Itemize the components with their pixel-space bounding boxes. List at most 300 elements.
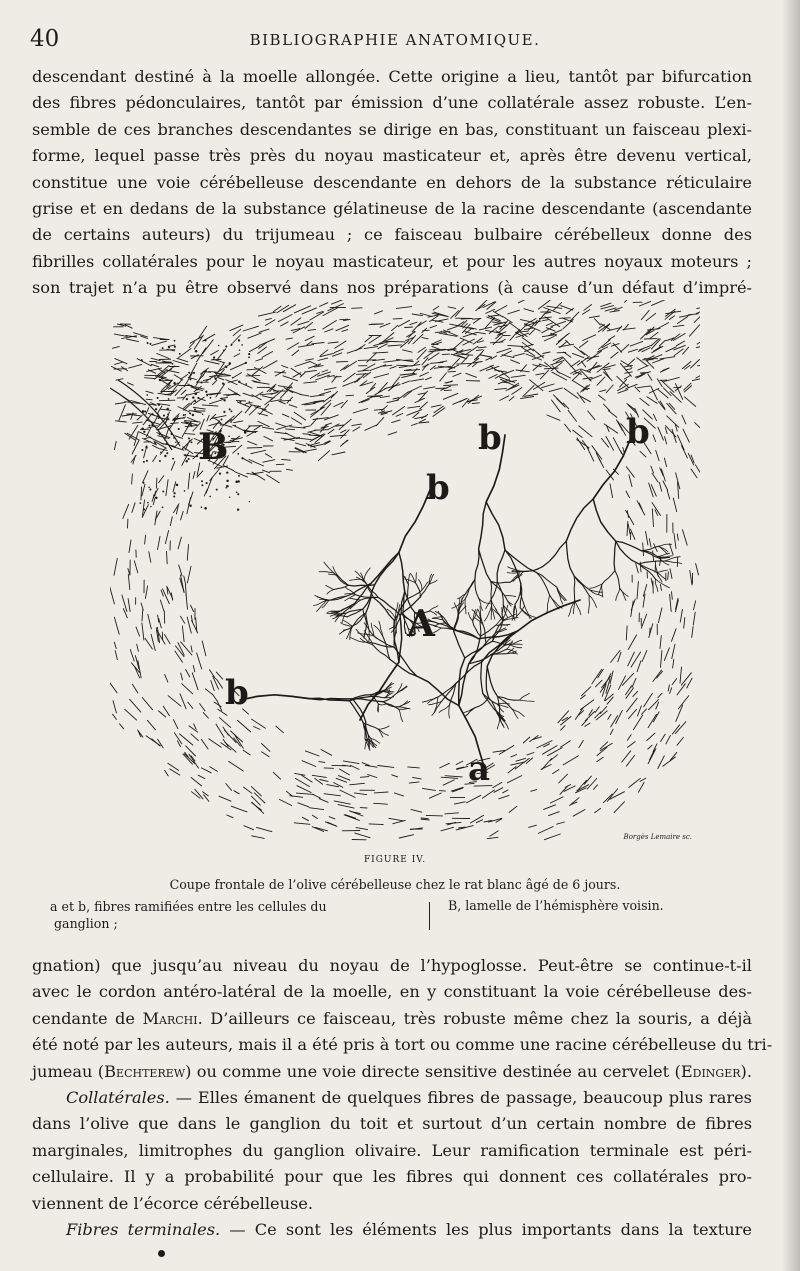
hatch-stroke <box>295 773 305 775</box>
stipple-dot <box>172 363 174 365</box>
text-line: grise et en dedans de la substance gélatineuse de la racine descendante (ascendante <box>32 199 752 219</box>
hatch-stroke <box>130 650 134 661</box>
hatch-stroke <box>167 551 168 563</box>
fiber-branch <box>364 626 366 637</box>
hatch-stroke <box>665 428 667 434</box>
stipple-dot <box>170 368 172 370</box>
fiber-branch <box>374 636 394 647</box>
hatch-stroke <box>325 329 333 332</box>
hatch-stroke <box>423 788 436 790</box>
hatch-stroke <box>375 311 383 314</box>
hatch-stroke <box>234 421 243 423</box>
hatch-stroke <box>696 564 699 575</box>
hatch-stroke <box>114 442 116 450</box>
hatch-stroke <box>388 345 402 346</box>
stipple-dot <box>147 502 149 504</box>
hatch-stroke <box>165 635 171 644</box>
hatch-stroke <box>627 522 628 536</box>
hatch-stroke <box>294 306 310 313</box>
hatch-stroke <box>597 377 605 385</box>
hatch-stroke <box>351 765 359 769</box>
text-line: avec le cordon antéro-latéral de la moelle, en y constituant la voie cérébelleuse des- <box>32 982 752 1002</box>
hatch-stroke <box>322 370 328 372</box>
hatch-stroke <box>147 720 155 730</box>
hatch-stroke <box>611 352 619 358</box>
hatch-stroke <box>564 388 578 398</box>
hatch-stroke <box>407 386 421 393</box>
hatch-stroke <box>207 415 209 421</box>
hatch-stroke <box>561 306 573 311</box>
hatch-stroke <box>336 361 347 362</box>
hatch-stroke <box>115 362 124 364</box>
stipple-dot <box>148 487 150 489</box>
stipple-dot <box>158 417 160 419</box>
hatch-stroke <box>209 739 222 748</box>
text-fragment: ). <box>740 1061 752 1081</box>
stipple-dot <box>160 451 161 452</box>
hatch-stroke <box>366 387 375 393</box>
stipple-dot <box>248 353 250 355</box>
stipple-dot <box>206 395 208 397</box>
stipple-dot <box>244 404 245 405</box>
fiber-branch <box>566 541 574 576</box>
page-edge-shadow <box>782 0 800 1271</box>
hatch-stroke <box>548 748 563 756</box>
hatch-stroke <box>444 390 451 391</box>
hatch-stroke <box>201 739 208 749</box>
hatch-stroke <box>130 699 141 712</box>
hatch-stroke <box>589 316 599 318</box>
stipple-dot <box>210 397 212 399</box>
hatch-stroke <box>664 458 666 467</box>
hatch-stroke <box>309 808 324 810</box>
stipple-dot <box>230 410 232 412</box>
hatch-stroke <box>323 394 334 402</box>
hatch-stroke <box>638 706 642 716</box>
fiber-branch <box>454 631 465 658</box>
hatch-stroke <box>683 429 689 442</box>
running-title: BIBLIOGRAPHIE ANATOMIQUE. <box>249 31 541 49</box>
hatch-stroke <box>284 388 293 393</box>
hatch-stroke <box>667 403 676 414</box>
hatch-stroke <box>694 601 696 610</box>
hatch-stroke <box>264 436 273 440</box>
hatch-stroke <box>321 403 331 415</box>
hatch-stroke <box>627 404 636 411</box>
hatch-stroke <box>181 375 188 380</box>
hatch-stroke <box>129 364 142 368</box>
hatch-stroke <box>431 366 436 370</box>
hatch-stroke <box>128 383 134 386</box>
hatch-stroke <box>365 336 372 342</box>
hatch-stroke <box>293 373 301 378</box>
hatch-stroke <box>217 377 224 380</box>
stipple-dot <box>173 419 175 421</box>
hatch-stroke <box>626 491 630 498</box>
hatch-stroke <box>168 763 179 770</box>
hatch-stroke <box>209 400 223 404</box>
hatch-stroke <box>279 799 291 805</box>
hatch-stroke <box>346 395 354 396</box>
hatch-stroke <box>345 815 356 819</box>
hatch-stroke <box>553 770 559 774</box>
stipple-dot <box>241 344 243 346</box>
hatch-stroke <box>146 399 152 400</box>
hatch-stroke <box>640 372 648 373</box>
hatch-stroke <box>411 809 422 812</box>
hatch-stroke <box>341 440 348 446</box>
fiber-branch <box>491 581 510 583</box>
hatch-stroke <box>191 605 194 611</box>
fiber-branch <box>378 598 400 615</box>
hatch-stroke <box>277 305 289 313</box>
stipple-dot <box>153 494 155 496</box>
hatch-stroke <box>422 358 428 365</box>
fiber-branch <box>449 705 450 718</box>
hatch-stroke <box>653 414 656 421</box>
hatch-stroke <box>697 306 700 308</box>
hatch-stroke <box>495 370 507 372</box>
hatch-stroke <box>565 424 571 432</box>
text-fragment: ) ou comme une voie directe sensitive destinée au cervelet ( <box>185 1061 681 1081</box>
hatch-stroke <box>152 341 167 345</box>
hatch-stroke <box>265 454 272 458</box>
hatch-stroke <box>137 359 150 366</box>
hatch-stroke <box>658 608 662 623</box>
fiber-branch <box>378 726 389 729</box>
hatch-stroke <box>231 363 246 370</box>
hatch-stroke <box>582 687 591 696</box>
hatch-stroke <box>344 361 357 369</box>
hatch-stroke <box>110 587 114 604</box>
hatch-stroke <box>579 740 583 747</box>
hatch-stroke <box>595 707 599 713</box>
hatch-stroke <box>153 488 158 498</box>
hatch-stroke <box>595 319 601 325</box>
figure-label-b: b <box>478 418 502 458</box>
hatch-stroke <box>695 423 700 434</box>
hatch-stroke <box>625 300 632 302</box>
hatch-stroke <box>265 318 271 320</box>
hatch-stroke <box>575 707 583 719</box>
stipple-dot <box>248 356 250 358</box>
stipple-dot <box>159 379 161 381</box>
hatch-stroke <box>262 427 273 429</box>
hatch-stroke <box>232 411 242 421</box>
hatch-stroke <box>411 379 424 381</box>
hatch-stroke <box>210 767 218 772</box>
hatch-stroke <box>638 365 649 370</box>
hatch-stroke <box>224 730 236 743</box>
hatch-stroke <box>647 733 655 740</box>
hatch-stroke <box>674 534 676 549</box>
fiber-branch <box>655 579 669 588</box>
stipple-dot <box>178 428 180 430</box>
fiber-branch <box>375 552 399 584</box>
hatch-stroke <box>353 427 360 431</box>
hatch-stroke <box>347 348 362 353</box>
figure-label-B: B <box>198 426 229 468</box>
hatch-stroke <box>582 719 588 725</box>
hatch-stroke <box>543 320 549 321</box>
stipple-dot <box>235 481 238 484</box>
hatch-stroke <box>543 746 558 755</box>
hatch-stroke <box>238 720 251 732</box>
hatch-stroke <box>324 388 336 390</box>
hatch-stroke <box>248 441 257 445</box>
hatch-stroke <box>179 565 182 576</box>
hatch-stroke <box>647 397 657 404</box>
hatch-stroke <box>599 395 606 400</box>
hatch-stroke <box>184 400 195 410</box>
figure-number: FIGURE IV. <box>363 855 427 865</box>
stipple-dot <box>184 454 186 456</box>
stipple-dot <box>159 460 161 462</box>
hatch-stroke <box>694 317 700 323</box>
hatch-stroke <box>151 364 159 367</box>
hatch-stroke <box>563 320 573 329</box>
hatch-stroke <box>128 574 130 589</box>
hatch-stroke <box>259 329 269 332</box>
hatch-stroke <box>559 774 568 783</box>
hatch-stroke <box>231 438 237 439</box>
hatch-stroke <box>373 352 388 353</box>
hatch-stroke <box>312 815 317 818</box>
hatch-stroke <box>509 323 520 331</box>
legend-right: B, lamelle de l’hémisphère voisin. <box>448 898 664 913</box>
hatch-stroke <box>146 391 153 393</box>
hatch-stroke <box>237 402 250 407</box>
stipple-dot <box>144 410 146 412</box>
stipple-dot <box>141 427 144 430</box>
hatch-stroke <box>563 358 575 371</box>
legend-left-line: ganglion ; <box>54 916 118 931</box>
hatch-stroke <box>144 449 146 458</box>
stipple-dot <box>230 421 232 423</box>
hatch-stroke <box>203 792 209 796</box>
hatch-stroke <box>312 775 326 777</box>
hatch-stroke <box>617 376 629 387</box>
stipple-dot <box>225 487 227 489</box>
hatch-stroke <box>231 806 247 812</box>
hatch-stroke <box>359 397 372 403</box>
hatch-stroke <box>678 696 689 709</box>
hatch-stroke <box>365 424 378 430</box>
stipple-dot <box>205 370 207 372</box>
hatch-stroke <box>115 421 126 422</box>
hatch-stroke <box>209 372 217 373</box>
hatch-stroke <box>579 426 592 437</box>
stipple-dot <box>155 408 157 410</box>
hatch-stroke <box>524 309 534 312</box>
hatch-stroke <box>193 471 195 478</box>
stipple-dot <box>195 393 198 396</box>
hatch-stroke <box>424 387 436 389</box>
hatch-stroke <box>444 385 458 386</box>
hatch-stroke <box>661 734 666 741</box>
hatch-stroke <box>500 396 509 401</box>
hatch-stroke <box>633 715 642 730</box>
hatch-stroke <box>188 473 190 489</box>
hatch-stroke <box>303 434 311 435</box>
hatch-stroke <box>536 373 544 375</box>
hatch-stroke <box>542 759 552 770</box>
fiber-branch <box>479 549 491 581</box>
figure-label-b: b <box>626 412 650 452</box>
hatch-stroke <box>626 756 634 767</box>
hatch-stroke <box>203 713 208 719</box>
hatch-stroke <box>673 659 674 668</box>
hatch-stroke <box>658 427 664 440</box>
hatch-stroke <box>684 397 695 407</box>
hatch-stroke <box>396 307 411 309</box>
stipple-dot <box>228 436 230 438</box>
hatch-stroke <box>626 510 634 524</box>
figure-label-b: b <box>225 673 249 713</box>
hatch-stroke <box>448 371 456 372</box>
hatch-stroke <box>690 570 692 585</box>
fiber-branch <box>602 571 615 585</box>
stipple-dot <box>157 397 159 399</box>
hatch-stroke <box>636 564 639 573</box>
hatch-stroke <box>648 749 656 764</box>
fiber-branch <box>520 693 530 700</box>
hatch-stroke <box>440 763 450 768</box>
hatch-stroke <box>522 342 533 351</box>
hatch-stroke <box>175 436 183 439</box>
hatch-stroke <box>266 320 276 326</box>
hatch-stroke <box>181 673 183 680</box>
figure-caption: Coupe frontale de l’olive cérébelleuse chez le rat blanc âgé de 6 jours. <box>169 877 621 892</box>
stipple-dot <box>147 342 149 344</box>
hatch-stroke <box>397 365 413 366</box>
hatch-stroke <box>558 711 569 723</box>
hatch-stroke <box>343 381 357 386</box>
hatch-stroke <box>545 362 553 368</box>
stipple-dot <box>201 480 203 482</box>
hatch-stroke <box>294 823 310 825</box>
text-line: marginales, limitrophes du ganglion olivaire. Leur ramification terminale est péri- <box>32 1140 752 1160</box>
hatch-stroke <box>431 405 441 407</box>
hatch-stroke <box>191 734 199 741</box>
hatch-stroke <box>342 330 348 332</box>
hatch-stroke <box>413 412 419 417</box>
hatch-stroke <box>436 388 447 389</box>
hatch-stroke <box>680 667 682 683</box>
hatch-stroke <box>186 746 196 756</box>
hatch-stroke <box>160 350 175 351</box>
hatch-stroke <box>677 737 683 745</box>
hatch-stroke <box>627 511 628 518</box>
hatch-stroke <box>163 706 169 716</box>
hatch-stroke <box>174 375 183 380</box>
hatch-stroke <box>509 806 517 812</box>
hatch-stroke <box>588 411 595 420</box>
hatch-stroke <box>572 372 581 380</box>
hatch-stroke <box>644 693 653 707</box>
fiber-branch <box>399 707 410 709</box>
hatch-stroke <box>328 424 339 430</box>
stipple-dot <box>237 493 239 495</box>
hatch-stroke <box>579 341 588 348</box>
hatch-stroke <box>544 368 558 369</box>
fiber-branch <box>512 709 524 716</box>
hatch-stroke <box>493 337 502 345</box>
author-name: Bechterew <box>104 1061 186 1081</box>
hatch-stroke <box>570 312 579 321</box>
hatch-stroke <box>382 406 388 411</box>
hatch-stroke <box>142 610 143 621</box>
hatch-stroke <box>477 332 485 333</box>
hatch-stroke <box>257 827 272 831</box>
hatch-stroke <box>157 354 169 359</box>
hatch-stroke <box>648 374 652 381</box>
author-name: Marchi <box>142 1008 198 1028</box>
hatch-stroke <box>134 561 138 573</box>
hatch-stroke <box>123 504 129 518</box>
hatch-stroke <box>436 319 449 322</box>
hatch-stroke <box>188 702 193 708</box>
hatch-stroke <box>200 704 205 711</box>
text-line: été noté par les auteurs, mais il a été pris à tort ou comme une racine cérébelleuse du tri- <box>32 1035 773 1055</box>
hatch-stroke <box>410 322 417 324</box>
hatch-stroke <box>289 405 297 408</box>
hatch-stroke <box>674 349 683 356</box>
hatch-stroke <box>677 534 678 540</box>
stipple-dot <box>213 356 215 358</box>
hatch-stroke <box>192 673 198 690</box>
hatch-stroke <box>687 678 692 688</box>
stipple-dot <box>188 437 190 439</box>
fiber-branch <box>439 705 449 712</box>
hatch-stroke <box>295 443 305 446</box>
hatch-stroke <box>476 350 482 351</box>
hatch-stroke <box>584 305 592 311</box>
hatch-stroke <box>112 346 119 348</box>
hatch-stroke <box>327 785 339 787</box>
text-fragment: cendante de <box>32 1008 143 1028</box>
fiber-branch <box>574 576 575 600</box>
hatch-stroke <box>648 745 653 749</box>
stipple-dot <box>176 484 179 487</box>
hatch-stroke <box>650 750 655 760</box>
fiber-branch <box>324 562 334 573</box>
stipple-dot <box>143 508 145 510</box>
hatch-stroke <box>216 672 222 679</box>
fiber-branch <box>589 595 596 607</box>
stipple-dot <box>149 488 151 490</box>
hatch-stroke <box>516 758 526 761</box>
fiber-branch <box>520 700 535 701</box>
hatch-stroke <box>693 612 695 625</box>
stipple-dot <box>142 482 144 484</box>
hatch-stroke <box>472 403 479 404</box>
hatch-stroke <box>518 300 526 303</box>
hatch-stroke <box>390 341 405 342</box>
hatch-stroke <box>413 777 422 779</box>
hatch-stroke <box>165 770 169 776</box>
hatch-stroke <box>142 698 152 710</box>
hatch-stroke <box>547 415 560 420</box>
figure-label-a: a <box>468 749 491 789</box>
hatch-stroke <box>652 503 661 516</box>
hatch-stroke <box>470 815 483 823</box>
hatch-stroke <box>666 426 677 437</box>
hatch-stroke <box>680 610 682 623</box>
stipple-dot <box>188 458 190 460</box>
stipple-dot <box>189 412 191 414</box>
hatch-stroke <box>234 472 247 478</box>
